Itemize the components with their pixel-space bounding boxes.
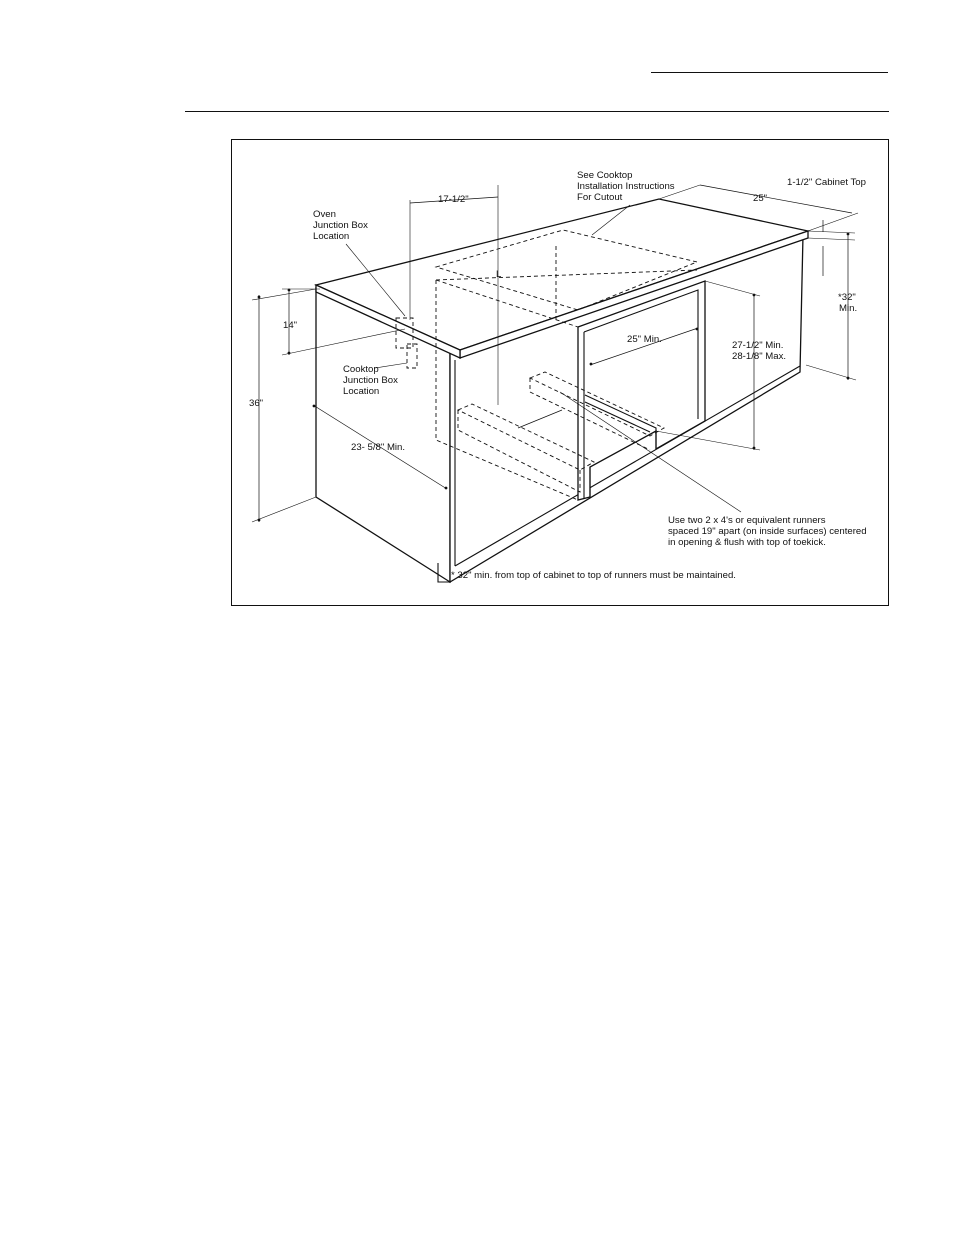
label-oven-junction-box-line3: Location — [313, 231, 350, 242]
label-dim-side-depth: 23- 5/8" Min. — [351, 442, 406, 453]
label-dim-box-height: 14" — [283, 320, 298, 331]
label-dim-runner-height-min: Min. — [839, 303, 858, 314]
label-cabinet-top: 1-1/2" Cabinet Top — [787, 177, 866, 188]
label-dim-opening-height-min: 27-1/2" Min. — [732, 340, 784, 351]
label-cooktop-junction-box-line2: Junction Box — [343, 375, 398, 386]
label-oven-junction-box-line1: Oven — [313, 209, 336, 220]
label-dim-opening-width: 25" Min. — [627, 334, 662, 345]
centerline-mark: L — [496, 269, 502, 280]
label-cooktop-cutout-line3: For Cutout — [577, 192, 623, 203]
label-footnote: * 32" min. from top of cabinet to top of runners must be maintained. — [451, 570, 736, 581]
label-oven-junction-box-line2: Junction Box — [313, 220, 368, 231]
label-dim-top-depth: 25" — [753, 193, 768, 204]
label-cooktop-cutout-line1: See Cooktop — [577, 170, 633, 181]
label-cooktop-junction-box-line1: Cooktop — [343, 364, 379, 375]
label-cooktop-cutout-line2: Installation Instructions — [577, 181, 675, 192]
label-cooktop-junction-box-line3: Location — [343, 386, 380, 397]
label-dim-runner-height: *32" — [838, 292, 856, 303]
label-dim-opening-height-max: 28-1/8" Max. — [732, 351, 787, 362]
label-dim-offset: 17-1/2" — [438, 194, 469, 205]
label-dim-total-height: 36" — [249, 398, 264, 409]
label-runners-note-line2: spaced 19" apart (on inside surfaces) centered — [668, 526, 867, 537]
label-runners-note-line3: in opening & flush with top of toekick. — [668, 537, 826, 548]
label-runners-note-line1: Use two 2 x 4's or equivalent runners — [668, 515, 826, 526]
